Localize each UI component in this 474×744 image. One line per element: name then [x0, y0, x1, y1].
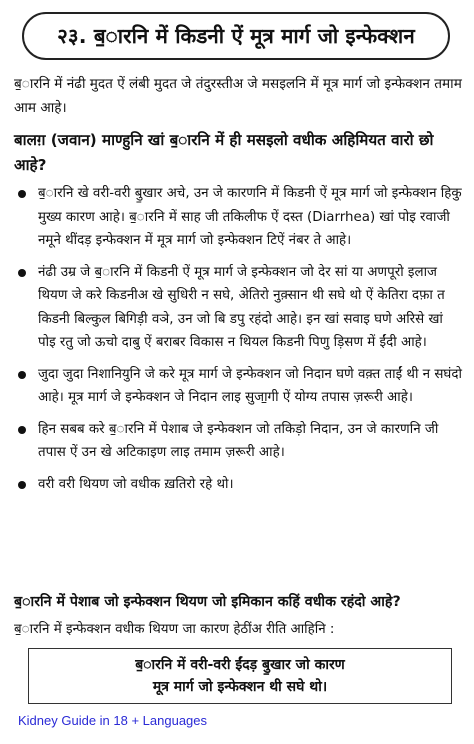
- reasons-intro: ब॒ारनि में इन्फेक्शन वधीक थियण जा कारण हेठींअ रीति आहिनि :: [14, 622, 335, 637]
- question-heading-2: ब॒ारनि में पेशाब जो इन्फेक्शन थियण जो इमिकान कहिं वधीक रहंदो आहे?: [14, 594, 401, 610]
- question-heading-1: बालग़ (जवान) माण्हुनि खां ब॒ारनि में ही मसइलो वधीक अहिमियत वारो छो आहे?: [14, 131, 434, 174]
- bullet-icon: [18, 190, 26, 198]
- bullet-text: नंढी उम्र जे ब॒ारनि में किडनी ऐं मूत्र मार्ग जे इन्फेक्शन जो देर सां या अणपूरो इलाज थियण जे करे किडनीअ खे सुधिरी न सघे, अेतिरो नुक़्सान थी सघे थो ऐं केतिरा दफ़ा त किडनी बिल्कुल बिगिड़ी वञे, उन जो बि डपु रहंदो आहे। इन खां सवाइ घणे अरिसे खां पोइ रतु जो ऊचो दाबु ऐं बराबर विकास न थियल किडनी पिणु ड़िसण में ईंदी आहे।: [38, 264, 445, 350]
- bullet-icon: [18, 426, 26, 434]
- chapter-title: २३. ब॒ारनि में किडनी ऐं मूत्र मार्ग जो इन्फेक्शन: [22, 12, 450, 60]
- bullet-icon: [18, 481, 26, 489]
- list-item: [14, 261, 464, 355]
- list-item: [14, 363, 464, 410]
- bullet-text: जुदा जुदा निशानियुनि जे करे मूत्र मार्ग जे इन्फेक्शन जो निदान घणे वक़्त ताईं थी न सघंदो आहे। मूत्र मार्ग जे इन्फेक्शन जे निदान लाइ सुजा॒गी ऐं योग्य तपास ज़रूरी आहे।: [38, 366, 462, 405]
- list-item: [14, 473, 464, 497]
- bullet-text: ब॒ारनि खे वरी-वरी बु॒खार अचे, उन जे कारणनि में किडनी ऐं मूत्र मार्ग जो इन्फेक्शन हिकु मुख्य कारण आहे। ब॒ारनि में साह जी तकिलीफ ऐं दस्त (Diarrhea) खां पोइ रवाजी नमूने थींदड़ इन्फेक्शन में मूत्र मार्ग जो इन्फेक्शन टिऐं नंबर ते आहे।: [38, 186, 462, 248]
- highlight-box: [28, 648, 452, 704]
- highlight-line-1: ब॒ारनि में वरी-वरी ईंदड़ बु॒खार जो कारण: [135, 657, 345, 673]
- bullet-text: हिन सबब करे ब॒ारनि में पेशाब जे इन्फेक्शन जो तकिड़ो निदान, उन जे कारणनि जी तपास ऐं उन खे अटिकाइण लाइ तमाम ज़रूरी आहे।: [38, 421, 439, 460]
- list-item: [14, 418, 464, 465]
- bullet-list: [14, 182, 464, 504]
- footer-caption: Kidney Guide in 18 + Languages: [18, 713, 208, 728]
- bullet-icon: [18, 269, 26, 277]
- bullet-text: वरी वरी थियण जो वधीक ख़तिरो रहे थो।: [38, 476, 234, 492]
- intro-paragraph: ब॒ारनि में नंढी मुदत ऐं लंबी मुदत जे तंदुरस्तीअ जे मसइलनि में मूत्र मार्ग जो इन्फेक्शन तमाम आम आहे।: [14, 76, 462, 116]
- list-item: [14, 182, 464, 253]
- highlight-line-2: मूत्र मार्ग जो इन्फेक्शन थी सघे थो।: [152, 679, 328, 695]
- bullet-icon: [18, 371, 26, 379]
